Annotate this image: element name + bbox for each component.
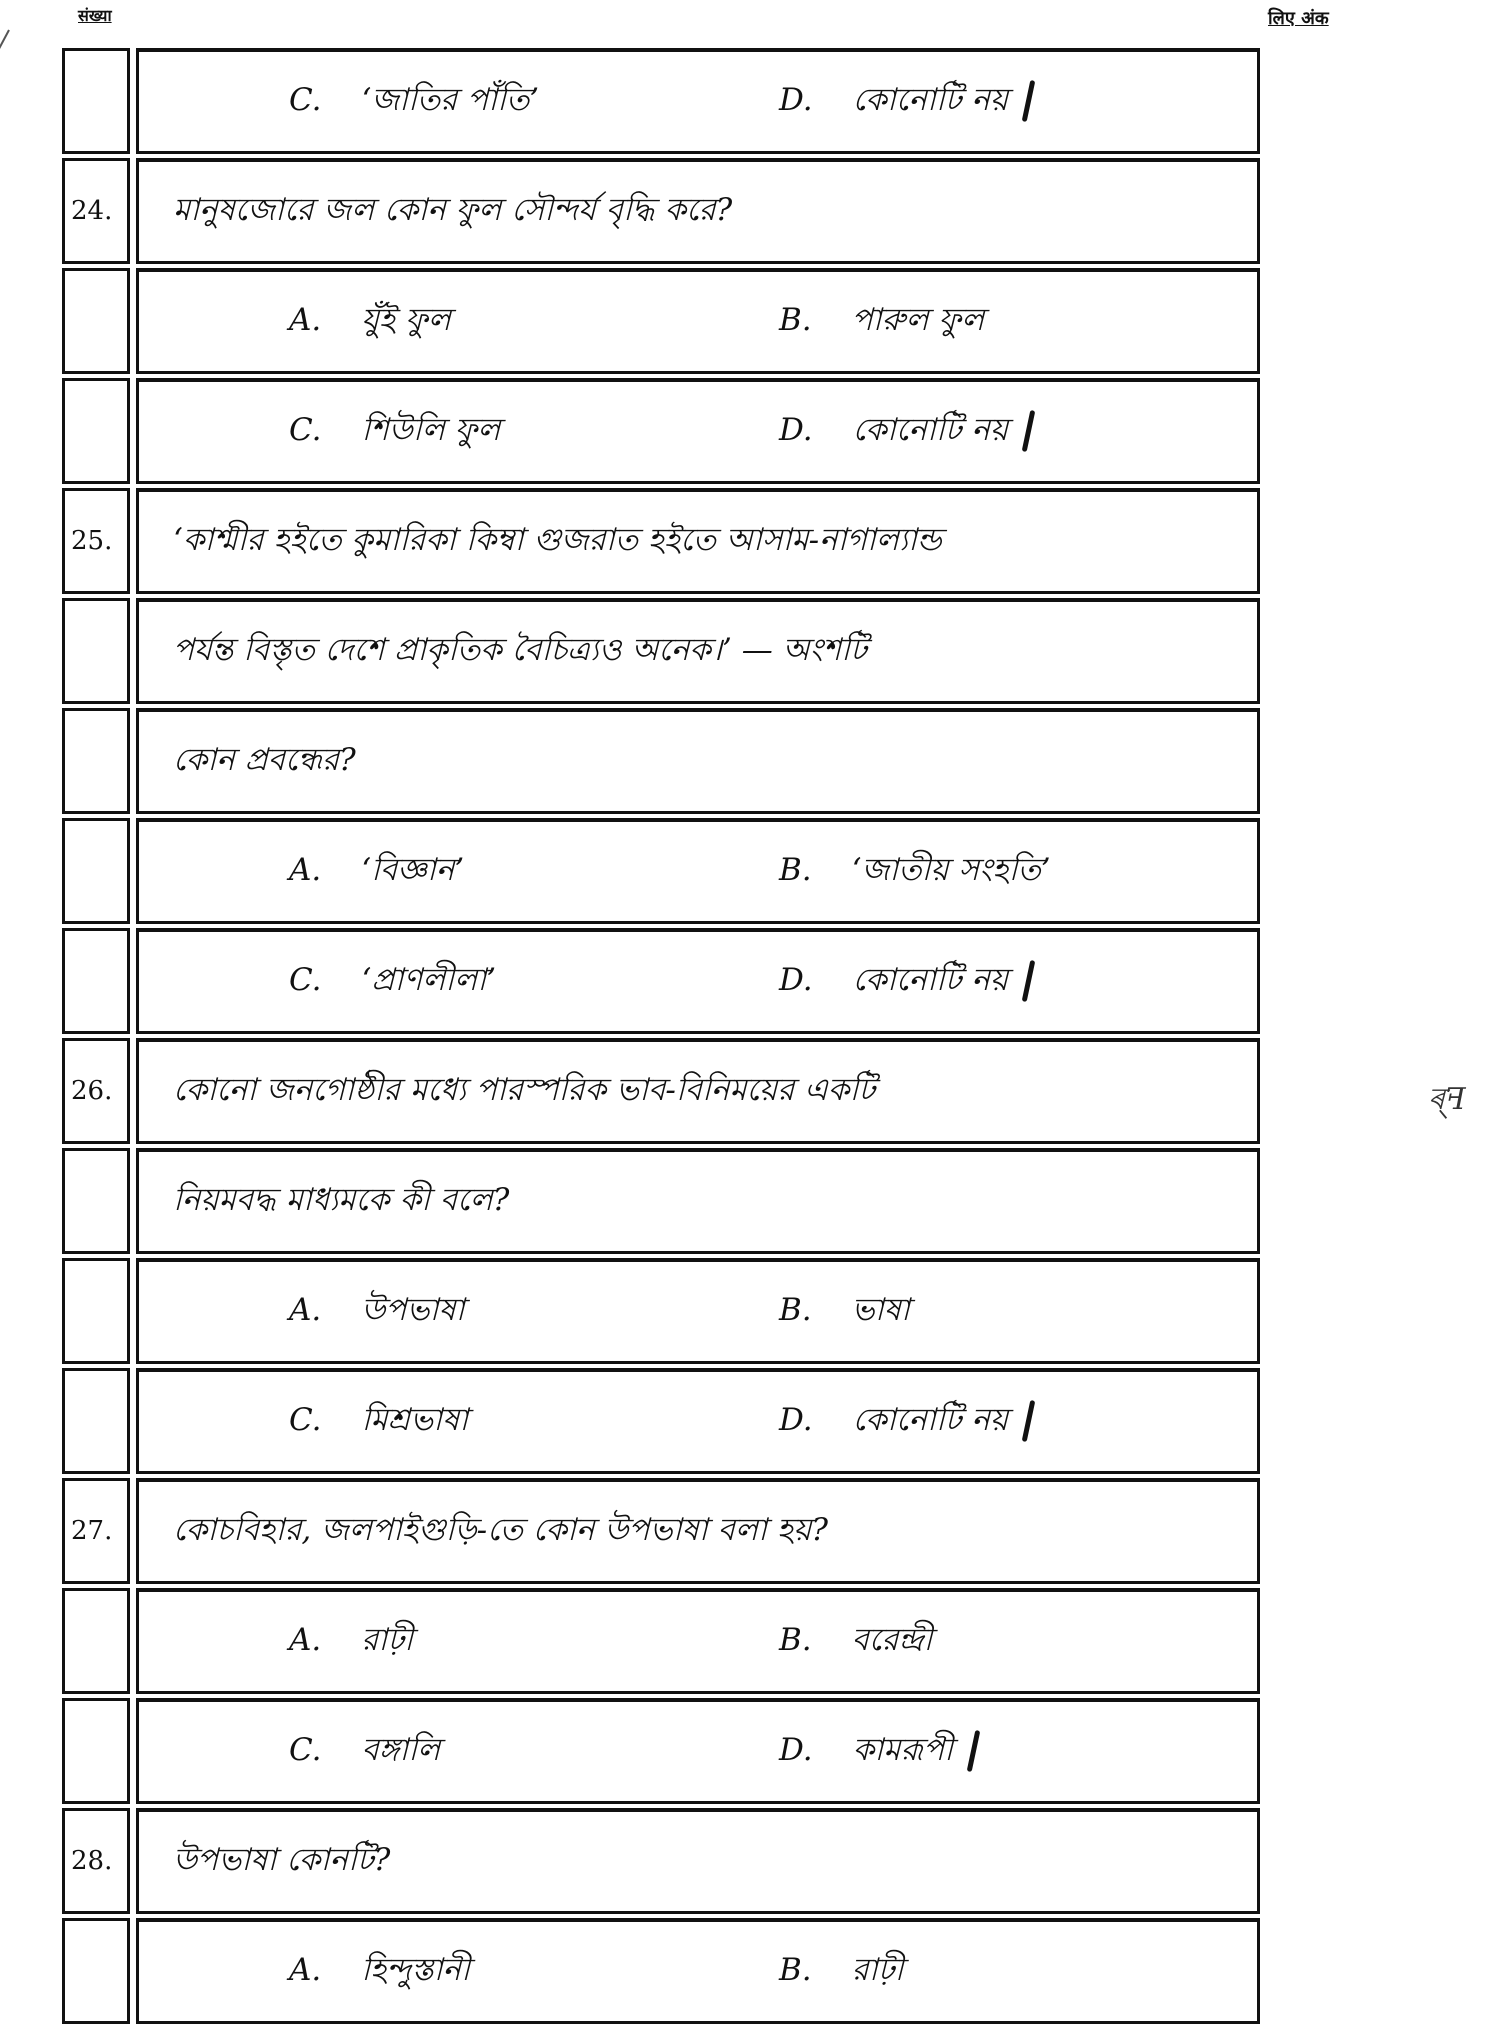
question-number: 24. — [62, 158, 130, 264]
question-text: পর্যন্ত বিস্তৃত দেশে প্রাকৃতিক বৈচিত্র্যও অনেক।’ — অংশটি — [136, 598, 1260, 704]
question-number — [62, 708, 130, 814]
option-label: D. — [779, 1401, 813, 1438]
table-row — [62, 488, 1260, 594]
option — [289, 1946, 470, 1998]
option — [779, 1946, 903, 1998]
option-label: A. — [289, 1621, 322, 1658]
option — [289, 846, 464, 898]
question-number — [62, 1918, 130, 2024]
option-label: C. — [289, 1401, 322, 1438]
question-text: কোচবিহার, জলপাইগুড়ি-তে কোন উপভাষা বলা হয়? — [136, 1478, 1260, 1584]
option-label: C. — [289, 81, 322, 118]
options-cell — [136, 928, 1260, 1034]
question-number — [62, 1258, 130, 1364]
option-label: B. — [779, 1951, 812, 1988]
answer-tick-icon — [1022, 80, 1036, 122]
table-row — [62, 1478, 1260, 1584]
option-text: কোনোটি নয় — [852, 1401, 1009, 1438]
table-row — [62, 268, 1260, 374]
option-text: ‘জাতীয় সংহতি’ — [851, 851, 1051, 888]
option-label: C. — [289, 411, 322, 448]
margin-pen-stroke — [0, 30, 10, 93]
table-row — [62, 1698, 1260, 1804]
options-cell — [136, 1258, 1260, 1364]
option-label: B. — [779, 1621, 812, 1658]
question-number — [62, 378, 130, 484]
option — [779, 406, 1031, 458]
table-row — [62, 1808, 1260, 1914]
option-label: A. — [289, 1291, 322, 1328]
question-number: 28. — [62, 1808, 130, 1914]
table-row — [62, 378, 1260, 484]
options-cell — [136, 268, 1260, 374]
options-cell — [136, 1588, 1260, 1694]
options-cell — [136, 1918, 1260, 2024]
option — [779, 956, 1031, 1008]
option-text: কোনোটি নয় — [852, 81, 1009, 118]
question-number — [62, 1148, 130, 1254]
option — [289, 1286, 465, 1338]
option — [289, 956, 496, 1008]
option-text: ‘বিজ্ঞান’ — [361, 851, 465, 888]
question-number — [62, 818, 130, 924]
option — [289, 296, 451, 348]
question-number — [62, 928, 130, 1034]
option — [779, 846, 1051, 898]
table-row — [62, 1038, 1260, 1144]
question-text: ‘কাশ্মীর হইতে কুমারিকা কিম্বা গুজরাত হইতে আসাম-নাগাল্যান্ড — [136, 488, 1260, 594]
option — [779, 296, 984, 348]
option-text: কামরূপী — [852, 1731, 953, 1768]
option — [779, 1396, 1031, 1448]
question-text: কোন প্রবন্ধের? — [136, 708, 1260, 814]
question-number — [62, 1698, 130, 1804]
option-label: D. — [779, 81, 813, 118]
option-label: A. — [289, 1951, 322, 1988]
question-text: কোনো জনগোষ্ঠীর মধ্যে পারস্পরিক ভাব-বিনিময়ের একটি — [136, 1038, 1260, 1144]
option — [779, 1616, 932, 1668]
table-row — [62, 1368, 1260, 1474]
table-row — [62, 708, 1260, 814]
option-label: B. — [779, 1291, 812, 1328]
option-label: C. — [289, 961, 322, 998]
answer-tick-icon — [1022, 410, 1036, 452]
option-text: শিউলি ফুল — [361, 411, 501, 448]
option-text: রাঢ়ী — [361, 1621, 414, 1658]
option-label: A. — [289, 851, 322, 888]
question-number — [62, 598, 130, 704]
table-row — [62, 1918, 1260, 2024]
option — [779, 1726, 976, 1778]
table-row — [62, 1588, 1260, 1694]
question-number: 27. — [62, 1478, 130, 1584]
options-cell — [136, 48, 1260, 154]
option — [289, 1396, 468, 1448]
table-row — [62, 818, 1260, 924]
option-label: B. — [779, 301, 812, 338]
question-text: নিয়মবদ্ধ মাধ্যমকে কী বলে? — [136, 1148, 1260, 1254]
option-text: ‘প্রাণলীলা’ — [361, 961, 497, 998]
answer-tick-icon — [1022, 1400, 1036, 1442]
option-text: হিন্দুস্তানী — [361, 1951, 470, 1988]
option-text: বঙ্গালি — [361, 1731, 441, 1768]
option-text: রাঢ়ী — [851, 1951, 904, 1988]
option-label: D. — [779, 1731, 813, 1768]
handwritten-margin-mark: ৰ্‍ꟻ — [1428, 1082, 1466, 1117]
question-number — [62, 48, 130, 154]
option-text: ‘জাতির পাঁতি’ — [361, 81, 540, 118]
option-label: C. — [289, 1731, 322, 1768]
option-text: পারুল ফুল — [851, 301, 985, 338]
option — [779, 76, 1031, 128]
question-number — [62, 1368, 130, 1474]
question-text: মানুষজোরে জল কোন ফুল সৌন্দর্য বৃদ্ধি করে? — [136, 158, 1260, 264]
options-cell — [136, 1368, 1260, 1474]
options-cell — [136, 378, 1260, 484]
option — [289, 1726, 440, 1778]
header-serial-label: संख्या — [78, 6, 112, 25]
option-text: কোনোটি নয় — [852, 411, 1009, 448]
question-number — [62, 1588, 130, 1694]
table-row — [62, 1258, 1260, 1364]
question-number — [62, 268, 130, 374]
option-text: ভাষা — [851, 1291, 910, 1328]
question-text: উপভাষা কোনটি? — [136, 1808, 1260, 1914]
header-marks-label: लिए अंक — [1268, 8, 1329, 29]
question-number: 26. — [62, 1038, 130, 1144]
options-cell — [136, 818, 1260, 924]
option-label: D. — [779, 961, 813, 998]
options-cell — [136, 1698, 1260, 1804]
answer-table — [62, 48, 1260, 2028]
option-label: B. — [779, 851, 812, 888]
table-row — [62, 598, 1260, 704]
option-text: বরেন্দ্রী — [851, 1621, 933, 1658]
option — [289, 1616, 413, 1668]
table-row — [62, 48, 1260, 154]
option-text: মিশ্রভাষা — [361, 1401, 469, 1438]
answer-tick-icon — [967, 1730, 981, 1772]
option-text: কোনোটি নয় — [852, 961, 1009, 998]
question-number: 25. — [62, 488, 130, 594]
table-row — [62, 928, 1260, 1034]
table-row — [62, 1148, 1260, 1254]
option-label: D. — [779, 411, 813, 448]
option-text: যুঁই ফুল — [361, 301, 451, 338]
option — [289, 406, 500, 458]
answer-tick-icon — [1022, 960, 1036, 1002]
option — [289, 76, 539, 128]
option — [779, 1286, 910, 1338]
option-label: A. — [289, 301, 322, 338]
table-row — [62, 158, 1260, 264]
option-text: উপভাষা — [361, 1291, 465, 1328]
